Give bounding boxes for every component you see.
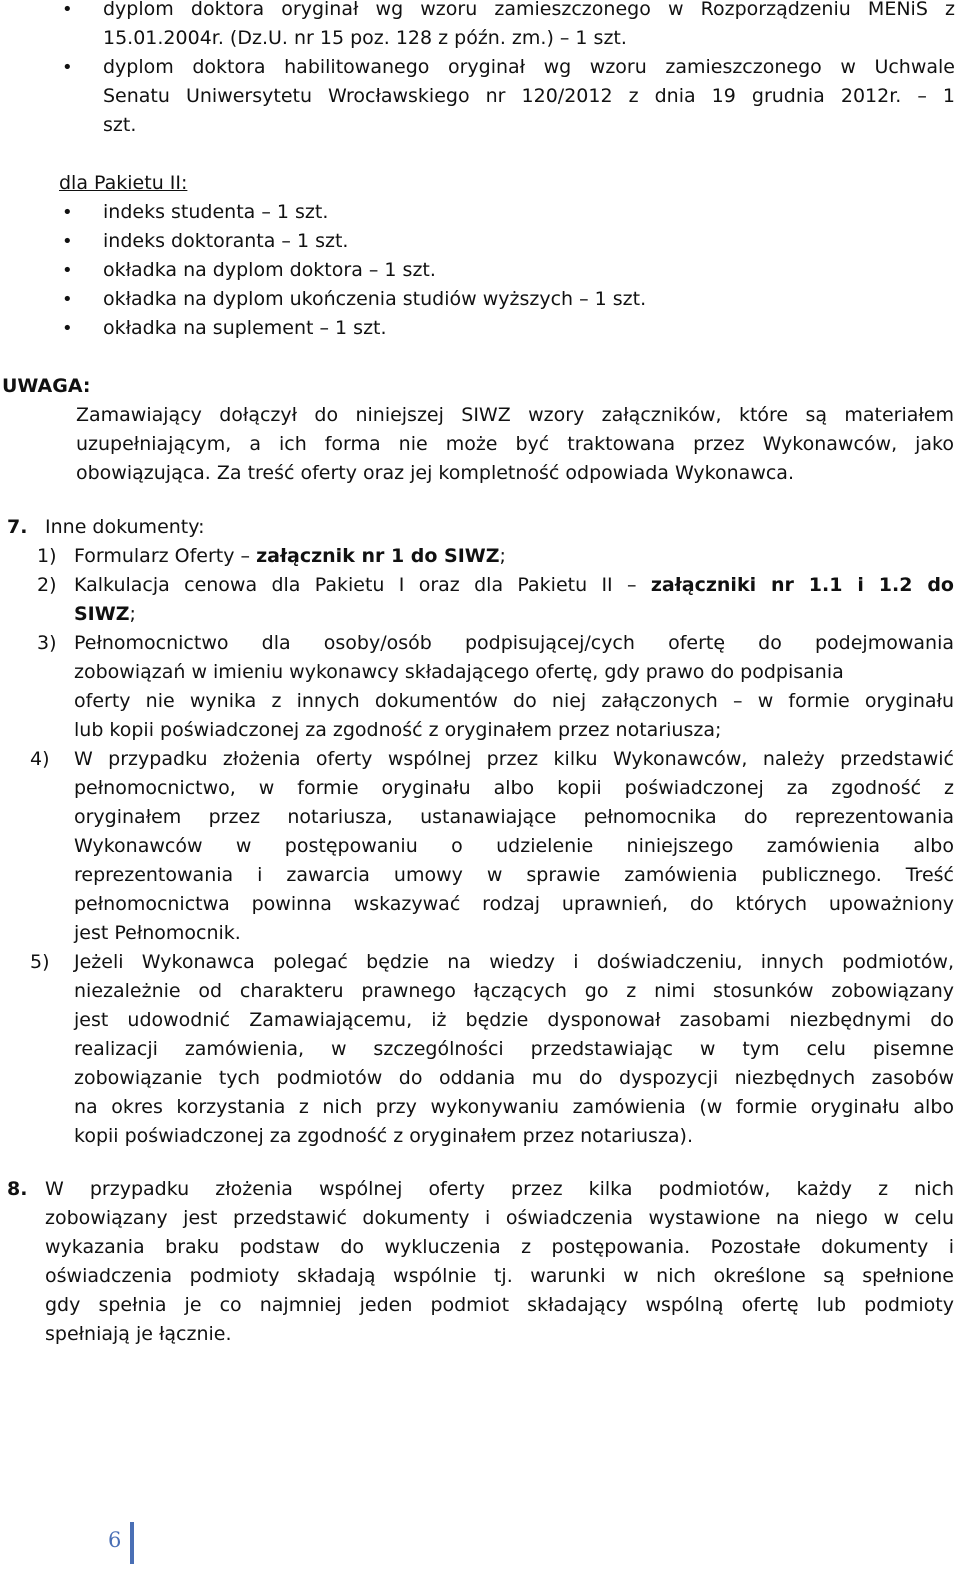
bullet-icon: •	[62, 231, 73, 252]
item-line: lub kopii poświadczonej za zgodność z oryginałem przez notariusza;	[74, 719, 722, 741]
item-line: zobowiązań w imieniu wykonawcy składającego ofertę, gdy prawo do podpisania	[74, 661, 844, 683]
list-item-cont: 15.01.2004r. (Dz.U. nr 15 poz. 128 z późn. zm.) – 1 szt.	[103, 27, 627, 49]
item-line: niezależnie od charakteru prawnego łączących go z nimi stosunków zobowiązany	[74, 980, 954, 1002]
section-8-number: 8.	[7, 1178, 28, 1200]
item-line: Pełnomocnictwo dla osoby/osób podpisującej/cych ofertę do podejmowania	[74, 632, 954, 654]
list-item: okładka na suplement – 1 szt.	[103, 317, 387, 339]
item-line: oryginałem przez notariusza, ustanawiające pełnomocnika do reprezentowania	[74, 806, 954, 828]
item-line: pełnomocnictwa powinna wskazywać rodzaj uprawnień, do których upoważniony	[74, 893, 954, 915]
paragraph-line: zobowiązany jest przedstawić dokumenty i oświadczenia wystawione na niego w celu	[45, 1207, 954, 1229]
item-line: kopii poświadczonej za zgodność z oryginałem przez notariusza).	[74, 1125, 693, 1147]
paragraph-line: Zamawiający dołączył do niniejszej SIWZ wzory załączników, które są materiałem	[76, 404, 954, 426]
page-number: 6	[108, 1528, 122, 1552]
bullet-icon: •	[62, 57, 73, 78]
paragraph-line: gdy spełnia je co najmniej jeden podmiot składający wspólną ofertę lub podmioty	[45, 1294, 954, 1316]
item-text: Formularz Oferty –	[74, 545, 257, 567]
list-item: okładka na dyplom ukończenia studiów wyższych – 1 szt.	[103, 288, 647, 310]
bullet-icon: •	[62, 289, 73, 310]
item-line: Wykonawców w postępowaniu o udzielenie niniejszego zamówienia albo	[74, 835, 954, 857]
item-number: 1)	[37, 545, 57, 567]
item-line: zobowiązanie tych podmiotów do oddania mu do dyspozycji niezbędnych zasobów	[74, 1067, 954, 1089]
item-line	[74, 542, 506, 571]
item-punct: ;	[129, 603, 136, 625]
item-line: W przypadku złożenia oferty wspólnej przez kilku Wykonawców, należy przedstawić	[74, 748, 954, 770]
item-number: 2)	[37, 574, 57, 596]
item-line: jest Pełnomocnik.	[74, 922, 241, 944]
bullet-icon: •	[62, 0, 73, 20]
item-line: jest udowodnić Zamawiającemu, iż będzie dysponował zasobami niezbędnymi do	[74, 1009, 954, 1031]
item-line-cont	[74, 600, 136, 629]
page-number-divider	[130, 1522, 134, 1564]
item-line: reprezentowania i zawarcia umowy w sprawie zamówienia publicznego. Treść	[74, 864, 954, 886]
item-bold-ref: załączniki nr 1.1 i 1.2 do	[650, 574, 954, 596]
bullet-icon: •	[62, 318, 73, 339]
item-bold-ref: SIWZ	[74, 603, 130, 625]
item-number: 4)	[30, 748, 50, 770]
paragraph-line: uzupełniającym, a ich forma nie może być traktowana przez Wykonawców, jako	[76, 433, 954, 455]
paragraph-line: wykazania braku podstaw do wykluczenia z postępowania. Pozostałe dokumenty i	[45, 1236, 954, 1258]
list-item-cont: szt.	[103, 114, 137, 136]
item-line	[74, 571, 954, 600]
item-line: pełnomocnictwo, w formie oryginału albo kopii poświadczonej za zgodność z	[74, 777, 954, 799]
section-7-title: Inne dokumenty:	[45, 516, 205, 538]
item-line: na okres korzystania z nich przy wykonywaniu zamówienia (w formie oryginału albo	[74, 1096, 954, 1118]
item-number: 5)	[30, 951, 50, 973]
paragraph-line: spełniają je łącznie.	[45, 1323, 232, 1345]
item-bold-ref: załącznik nr 1 do SIWZ	[256, 545, 500, 567]
list-item: indeks studenta – 1 szt.	[103, 201, 329, 223]
bullet-icon: •	[62, 202, 73, 223]
item-line: Jeżeli Wykonawca polegać będzie na wiedzy i doświadczeniu, innych podmiotów,	[74, 951, 954, 973]
list-item-cont: Senatu Uniwersytetu Wrocławskiego nr 120/2012 z dnia 19 grudnia 2012r. – 1	[103, 85, 955, 107]
paragraph-line: W przypadku złożenia wspólnej oferty przez kilka podmiotów, każdy z nich	[45, 1178, 954, 1200]
pakiet2-heading: dla Pakietu II:	[59, 172, 188, 194]
item-line: realizacji zamówienia, w szczególności przedstawiając w tym celu pisemne	[74, 1038, 954, 1060]
paragraph-line: obowiązująca. Za treść oferty oraz jej kompletność odpowiada Wykonawca.	[76, 462, 794, 484]
list-item: dyplom doktora oryginał wg wzoru zamieszczonego w Rozporządzeniu MENiS z	[103, 0, 955, 20]
list-item: okładka na dyplom doktora – 1 szt.	[103, 259, 436, 281]
item-number: 3)	[37, 632, 57, 654]
paragraph-line: oświadczenia podmioty składają wspólnie tj. warunki w nich określone są spełnione	[45, 1265, 954, 1287]
list-item: dyplom doktora habilitowanego oryginał wg wzoru zamieszczonego w Uchwale	[103, 56, 955, 78]
bullet-icon: •	[62, 260, 73, 281]
item-text: Kalkulacja cenowa dla Pakietu I oraz dla Pakietu II –	[74, 574, 651, 596]
uwaga-label: UWAGA:	[2, 375, 91, 397]
item-punct: ;	[499, 545, 506, 567]
list-item: indeks doktoranta – 1 szt.	[103, 230, 349, 252]
item-line: oferty nie wynika z innych dokumentów do niej załączonych – w formie oryginału	[74, 690, 954, 712]
section-7-number: 7.	[7, 516, 28, 538]
